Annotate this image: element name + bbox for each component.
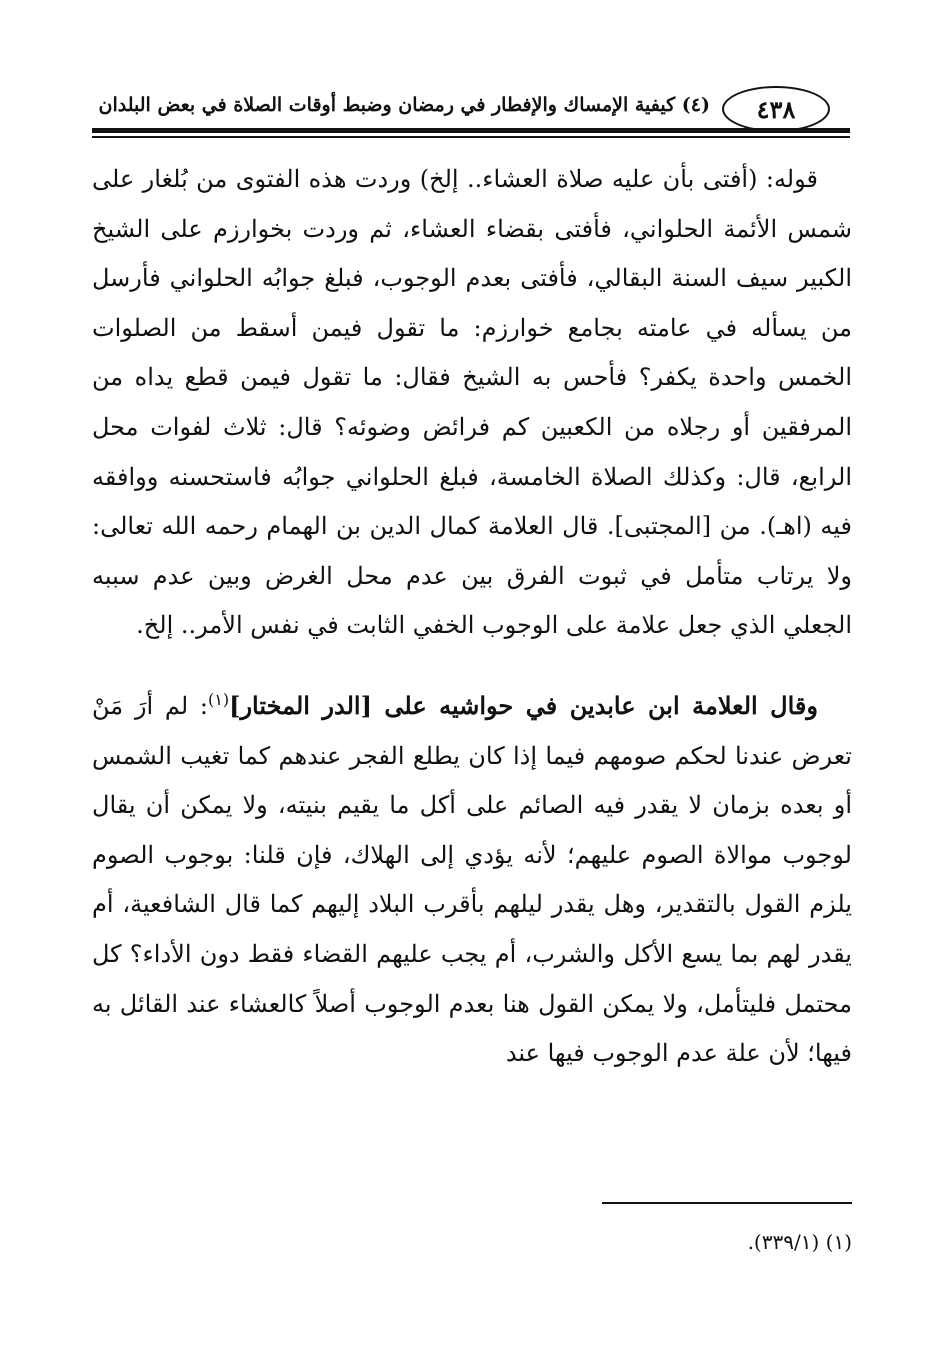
running-title: (٤) كيفية الإمساك والإفطار في رمضان وضبط أوقات الصلاة في بعض البلدان	[98, 94, 710, 116]
paragraph-2-lead: وقال العلامة ابن عابدين في حواشيه على [الدر المختار]	[229, 690, 818, 720]
header-rule-thin	[92, 136, 850, 138]
main-text	[92, 155, 852, 1079]
footnote: (١) (٣٣٩/١).	[747, 1230, 852, 1254]
paragraph-2	[92, 675, 852, 1079]
paragraph-1: قوله: (أفتى بأن عليه صلاة العشاء.. إلخ) وردت هذه الفتوى من بُلغار على شمس الأئمة الحلواني، فأفتى بقضاء العشاء، ثم وردت بخوارزم على الشيخ الكبير سيف السنة البقالي، فأفتى بعدم الوجوب، فبلغ جوابُه الحلواني فأرسل من يسأله في عامته بجامع خوارزم: ما تقول فيمن أسقط من الصلوات الخمس واحدة يكفر؟ فأحس به الشيخ فقال: ما تقول فيمن قطع يداه من المرفقين أو رجلاه من الكعبين كم فرائض وضوئه؟ قال: ثلاث لفوات محل الرابع، قال: وكذلك الصلاة الخامسة، فبلغ الحلواني جوابُه فاستحسنه ووافقه فيه (اهـ). من [المجتبى]. قال العلامة كمال الدين بن الهمام رحمه الله تعالى: ولا يرتاب متأمل في ثبوت الفرق بين عدم محل الغرض وبين عدم سببه الجعلي الذي جعل علامة على الوجوب الخفي الثابت في نفس الأمر.. إلخ.	[92, 165, 852, 640]
footnote-reference[interactable]: (١)	[208, 689, 230, 709]
footnote-separator	[602, 1202, 852, 1204]
page-header	[92, 82, 850, 142]
paragraph-2-body: : لم أرَ مَنْ تعرض عندنا لحكم صومهم فيما إذا كان يطلع الفجر عندهم كما تغيب الشمس أو بعده بزمان لا يقدر فيه الصائم على أكل ما يقيم بنيته، ولا يمكن أن يقال لوجوب موالاة الصوم عليهم؛ لأنه يؤدي إلى الهلاك، فإن قلنا: بوجوب الصوم يلزم القول بالتقدير، وهل يقدر ليلهم بأقرب البلاد إليهم كما قال الشافعية، أم يقدر لهم بما يسع الأكل والشرب، أم يجب عليهم القضاء فقط دون الأداء؟ كل محتمل فليتأمل، ولا يمكن القول هنا بعدم الوجوب أصلاً كالعشاء عند القائل به فيها؛ لأن علة عدم الوجوب فيها عند	[92, 691, 852, 1068]
header-rule-thick	[92, 128, 850, 133]
page-number: ٤٣٨	[722, 86, 830, 132]
